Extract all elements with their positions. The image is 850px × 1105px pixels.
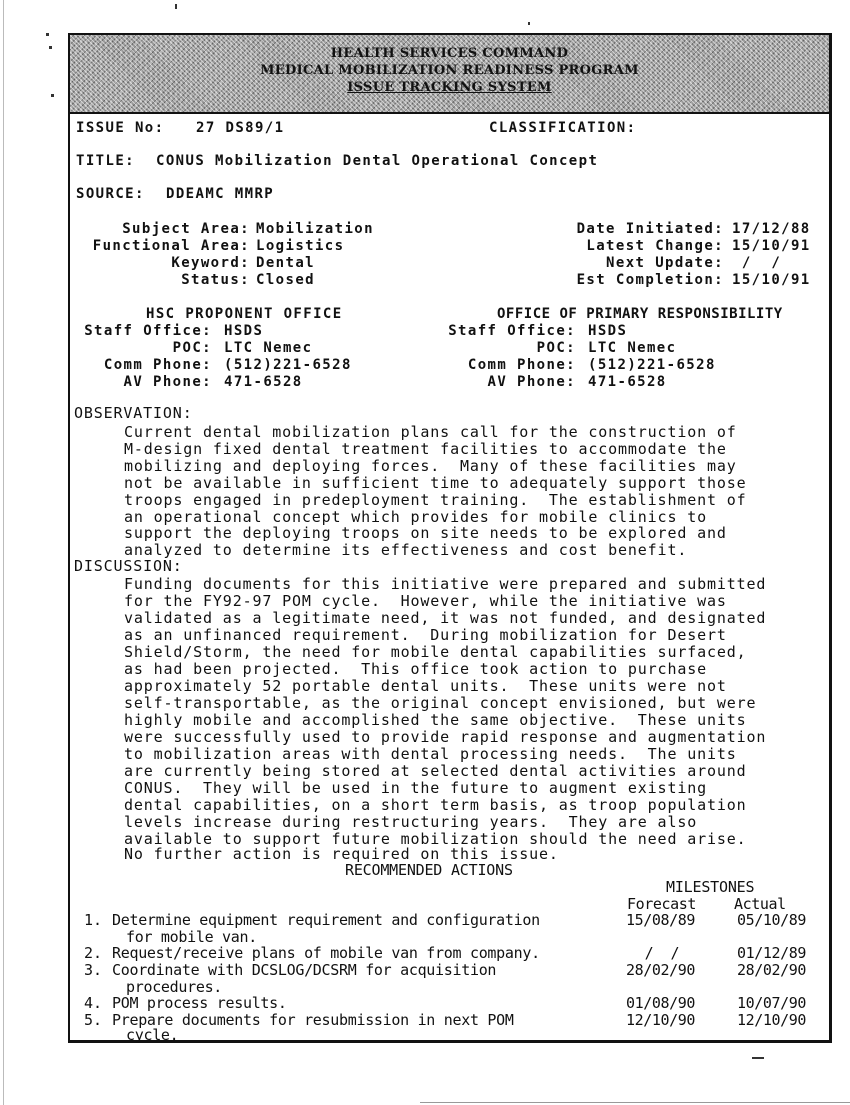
action-actual-date: 05/10/89 [737,911,807,929]
office-label: Staff Office: [448,323,576,339]
issue-number: 27 DS89/1 [196,120,285,136]
discussion-line: were successfully used to provide rapid response and augmentation [124,728,767,746]
scan-speck [46,33,49,36]
office-label: Staff Office: [84,323,212,339]
date-label: Next Update: [606,255,724,271]
discussion-heading: DISCUSSION: [74,557,183,575]
action-text: Determine equipment requirement and configuration [112,911,540,929]
observation-line: not be available in sufficient time to adequately support those [124,474,747,492]
date-value: 15/10/91 [732,272,811,288]
discussion-line: are currently being stored at selected dental activities around [124,762,747,780]
action-number: 1. [84,911,103,929]
action-actual-date: 10/07/90 [737,994,807,1012]
area-label: Functional Area: [92,238,250,254]
office-value: 471-6528 [588,374,667,390]
office-value: HSDS [588,323,628,339]
discussion-line: highly mobile and accomplished the same objective. These units [124,711,747,729]
header-system: ISSUE TRACKING SYSTEM [347,80,552,95]
action-text: POM process results. [112,994,287,1012]
discussion-line: CONUS. They will be used in the future to augment existing [124,779,707,797]
action-forecast-date: / / [636,944,680,962]
observation-heading: OBSERVATION: [74,404,193,422]
observation-line: M-design fixed dental treatment facilities to accommodate the [124,440,727,458]
office-label: Comm Phone: [467,357,576,373]
header-org: HEALTH SERVICES COMMAND [330,46,569,61]
scan-speck [528,22,530,25]
proponent-office-heading: HSC PROPONENT OFFICE [146,306,343,322]
action-forecast-date: 01/08/90 [626,994,696,1012]
title-label: TITLE: [76,153,135,169]
page-bottom-line [420,1102,850,1103]
action-text: Prepare documents for resubmission in next POM [112,1011,514,1029]
primary-office-heading: OFFICE OF PRIMARY RESPONSIBILITY [497,306,783,322]
discussion-line: No further action is required on this issue. [124,845,559,863]
office-label: POC: [536,340,576,356]
date-value: / / [732,255,782,271]
office-label: AV Phone: [487,374,576,390]
issue-title: CONUS Mobilization Dental Operational Concept [156,153,599,169]
actual-column-header: Actual [734,895,786,913]
discussion-line: Shield/Storm, the need for mobile dental capabilities surfaced, [124,643,747,661]
discussion-line: to mobilization areas with dental processing needs. The units [124,745,737,763]
discussion-line: Funding documents for this initiative were prepared and submitted [124,575,767,593]
area-value: Logistics [256,238,345,254]
date-value: 17/12/88 [732,221,811,237]
date-label: Latest Change: [586,238,724,254]
area-label: Status: [181,272,250,288]
action-actual-date: 01/12/89 [737,944,807,962]
source-label: SOURCE: [76,186,145,202]
observation-line: an operational concept which provides for mobile clinics to [124,508,707,526]
action-text-continued: cycle. [126,1026,179,1044]
discussion-line: as had been projected. This office took action to purchase [124,660,707,678]
milestones-heading: MILESTONES [666,878,755,896]
source-value: DDEAMC MMRP [166,186,275,202]
action-forecast-date: 15/08/89 [626,911,696,929]
header-banner [70,35,829,114]
office-value: 471-6528 [224,374,303,390]
page-edge-line [3,0,4,1105]
action-text: Request/receive plans of mobile van from company. [112,944,540,962]
area-label: Subject Area: [122,221,250,237]
issue-label: ISSUE No: [76,120,165,136]
date-label: Est Completion: [576,272,724,288]
action-text: Coordinate with DCSLOG/DCSRM for acquisition [112,961,497,979]
action-actual-date: 28/02/90 [737,961,807,979]
office-value: LTC Nemec [588,340,677,356]
scan-speck [175,4,177,9]
observation-line: Current dental mobilization plans call for the construction of [124,423,737,441]
scan-speck [51,94,54,97]
office-value: LTC Nemec [224,340,313,356]
office-label: AV Phone: [123,374,212,390]
recommended-actions-heading: RECOMMENDED ACTIONS [345,861,513,879]
scan-speck [49,46,52,49]
discussion-line: validated as a legitimate need, it was not funded, and designated [124,609,767,627]
header-program: MEDICAL MOBILIZATION READINESS PROGRAM [260,63,639,78]
action-text-continued: for mobile van. [126,928,257,946]
discussion-line: approximately 52 portable dental units. These units were not [124,677,727,695]
discussion-line: for the FY92-97 POM cycle. However, while the initiative was [124,592,727,610]
action-number: 2. [84,944,103,962]
discussion-line: as an unfinanced requirement. During mobilization for Desert [124,626,727,644]
forecast-column-header: Forecast [627,895,697,913]
office-value: (512)221-6528 [224,357,352,373]
action-forecast-date: 28/02/90 [626,961,696,979]
date-value: 15/10/91 [732,238,811,254]
observation-line: analyzed to determine its effectiveness and cost benefit. [124,541,688,559]
office-label: Comm Phone: [103,357,212,373]
area-label: Keyword: [171,255,250,271]
office-label: POC: [172,340,212,356]
area-value: Dental [256,255,315,271]
action-text-continued: procedures. [126,978,223,996]
observation-line: troops engaged in predeployment training. The establishment of [124,491,747,509]
discussion-line: levels increase during restructuring years. They are also [124,813,698,831]
action-number: 3. [84,961,103,979]
action-number: 5. [84,1011,103,1029]
date-label: Date Initiated: [576,221,724,237]
scan-speck [752,1057,764,1059]
area-value: Closed [256,272,315,288]
discussion-line: dental capabilities, on a short term basis, as troop population [124,796,747,814]
action-actual-date: 12/10/90 [737,1011,807,1029]
office-value: (512)221-6528 [588,357,716,373]
office-value: HSDS [224,323,264,339]
discussion-line: available to support future mobilization should the need arise. [124,830,747,848]
action-forecast-date: 12/10/90 [626,1011,696,1029]
area-value: Mobilization [256,221,374,237]
discussion-line: self-transportable, as the original concept envisioned, but were [124,694,757,712]
observation-line: support the deploying troops on site needs to be explored and [124,524,727,542]
action-number: 4. [84,994,103,1012]
observation-line: mobilizing and deploying forces. Many of these facilities may [124,457,737,475]
classification-label: CLASSIFICATION: [489,120,637,136]
